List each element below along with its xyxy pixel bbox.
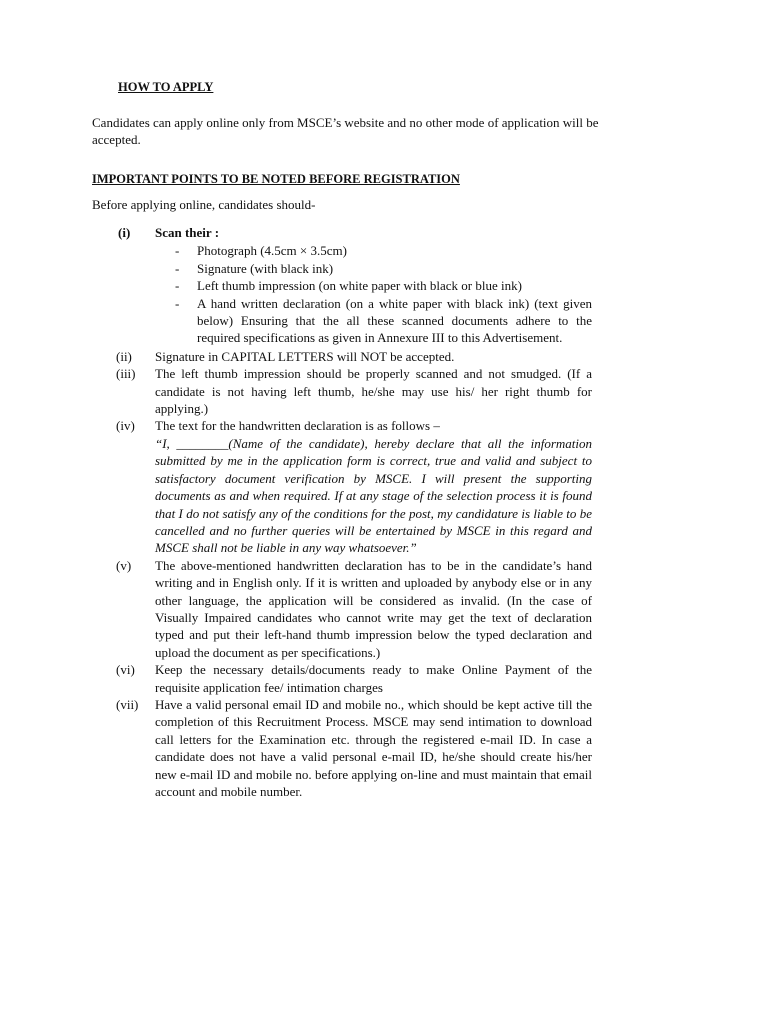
sub-item-signature [172, 260, 592, 277]
item-number: (vi) [116, 662, 135, 678]
important-points-lead: Before applying online, candidates should- [92, 197, 316, 212]
requirements-list [0, 224, 768, 800]
sub-item-thumb [172, 277, 592, 294]
scan-sublist [172, 242, 592, 346]
item-number: (iv) [116, 418, 135, 434]
item-number: (ii) [116, 348, 132, 364]
item-text: The left thumb impression should be properly scanned and not smudged. (If a candidate is not having left thumb, he/she may use his/ her right thumb for applying.) [155, 366, 592, 417]
sub-item-photograph [172, 242, 592, 259]
sub-item-text: Left thumb impression (on white paper with black or blue ink) [197, 278, 522, 294]
item-text: Keep the necessary details/documents ready to make Online Payment of the requisite application fee/ intimation charges [155, 662, 592, 695]
sub-item-declaration [172, 295, 592, 347]
sub-item-text: Signature (with black ink) [197, 260, 334, 276]
how-to-apply-heading: HOW TO APPLY [118, 80, 214, 94]
list-item [0, 557, 768, 661]
list-item [0, 417, 768, 556]
important-points-heading: IMPORTANT POINTS TO BE NOTED BEFORE REGISTRATION [92, 172, 460, 186]
sub-item-text: A hand written declaration (on a white paper with black ink) (text given below) Ensuring that the all these scanned documents adhere to the required specifications as given in Annexure III to this Advertisement. [197, 295, 592, 346]
dash-bullet: - [175, 260, 180, 276]
list-item [0, 365, 768, 417]
dash-bullet: - [175, 243, 180, 259]
item-text: The text for the handwritten declaration is as follows – [155, 418, 440, 434]
list-item [0, 224, 768, 347]
dash-bullet: - [175, 278, 180, 294]
item-number: (iii) [116, 366, 136, 382]
declaration-text: “I, ________(Name of the candidate), hereby declare that all the information submitted by me in the application form is correct, true and valid and subject to satisfactory document verification by MSCE. I will present the supporting documents as and when required. If at any stage of the selection process it is found that I do not satisfy any of the conditions for the post, my candidature is liable to be cancelled and no further queries will be entertained by MSCE in this regard and MSCE shall not be liable in any way whatsoever.” [155, 435, 592, 556]
list-item [0, 348, 768, 365]
item-number: (i) [118, 225, 131, 240]
item-text: Signature in CAPITAL LETTERS will NOT be accepted. [155, 348, 455, 364]
item-text: The above-mentioned handwritten declaration has to be in the candidate’s hand writing and in English only. If it is written and uploaded by anybody else or in any other language, the application will be considered as invalid. (In the case of Visually Impaired candidates who cannot write may get the text of declaration typed and put their left-hand thumb impression below the typed declaration and upload the document as per specifications.) [155, 557, 592, 660]
item-number: (v) [116, 557, 132, 573]
dash-bullet: - [175, 295, 180, 311]
list-item [0, 696, 768, 800]
list-item [0, 661, 768, 696]
how-to-apply-text: Candidates can apply online only from MSCE’s website and no other mode of application will be accepted. [92, 115, 599, 148]
item-number: (vii) [116, 696, 139, 712]
item-heading: Scan their : [155, 225, 220, 240]
sub-item-text: Photograph (4.5cm × 3.5cm) [197, 243, 347, 259]
item-text: Have a valid personal email ID and mobile no., which should be kept active till the completion of this Recruitment Process. MSCE may send intimation to download call letters for the Examination etc. through the registered e-mail ID. In case a candidate does not have a valid personal e-mail ID, he/she should create his/her new e-mail ID and mobile no. before applying on-line and must maintain that email account and mobile number. [155, 696, 592, 799]
